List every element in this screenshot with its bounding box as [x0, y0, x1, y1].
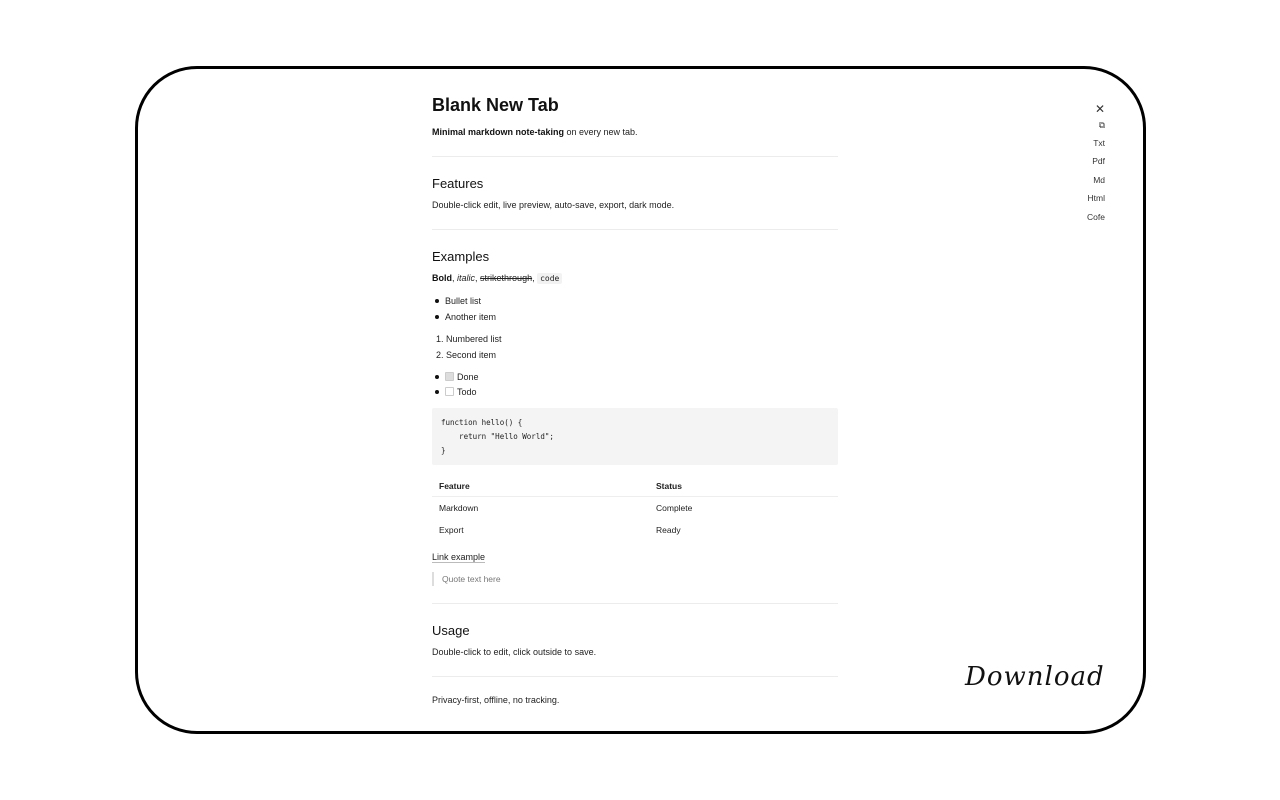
divider — [432, 676, 838, 677]
divider — [432, 603, 838, 604]
formatting-examples: Bold, italic, strikethrough, code — [432, 272, 562, 285]
inline-code: code — [537, 273, 562, 284]
copy-button[interactable]: Cofe — [1087, 211, 1105, 222]
table-row: Markdown Complete — [439, 503, 693, 513]
download-caption: Download — [965, 662, 1105, 692]
list-item: Another item — [432, 311, 496, 323]
copy-icon[interactable]: ⧉ — [1098, 119, 1105, 130]
blockquote: Quote text here — [432, 572, 501, 586]
intro-rest: on every new tab. — [564, 127, 638, 137]
example-link[interactable]: Link example — [432, 552, 486, 562]
footer-text: Privacy-first, offline, no tracking. — [432, 695, 560, 705]
strike-text: strikethrough — [480, 273, 533, 283]
export-html-button[interactable]: Html — [1087, 193, 1105, 203]
table-header: Feature Status — [432, 476, 838, 497]
feature-table — [432, 476, 838, 541]
window-frame — [135, 66, 1146, 734]
intro-text — [432, 126, 638, 138]
export-pdf-button[interactable]: Pdf — [1092, 156, 1105, 166]
numbered-item: 2. Second item — [436, 350, 497, 360]
checkbox-checked[interactable] — [445, 372, 454, 381]
divider — [432, 229, 838, 230]
usage-text: Double-click to edit, click outside to save. — [432, 647, 597, 657]
page-title: Blank New Tab — [432, 95, 559, 115]
usage-heading: Usage — [432, 623, 470, 638]
export-toolbar — [1065, 100, 1105, 226]
checkbox-unchecked[interactable] — [445, 387, 454, 396]
code-block: function hello() { return "Hello World"; } — [432, 408, 838, 465]
close-icon[interactable]: ✕ — [1094, 102, 1105, 116]
task-item: Done — [432, 371, 479, 383]
divider — [432, 156, 838, 157]
italic-text: italic — [457, 273, 476, 283]
list-item: Bullet list — [432, 295, 481, 307]
features-text: Double-click edit, live preview, auto-save, export, dark mode. — [432, 200, 675, 210]
examples-heading: Examples — [432, 249, 490, 264]
bold-text: Bold — [432, 273, 452, 283]
task-item: Todo — [432, 386, 477, 398]
export-txt-button[interactable]: Txt — [1093, 137, 1105, 148]
numbered-item: 1. Numbered list — [436, 334, 502, 344]
intro-bold: Minimal markdown note-taking — [432, 127, 565, 137]
features-heading: Features — [432, 176, 484, 191]
export-md-button[interactable]: Md — [1093, 174, 1105, 185]
table-row: Export Ready — [439, 525, 681, 535]
